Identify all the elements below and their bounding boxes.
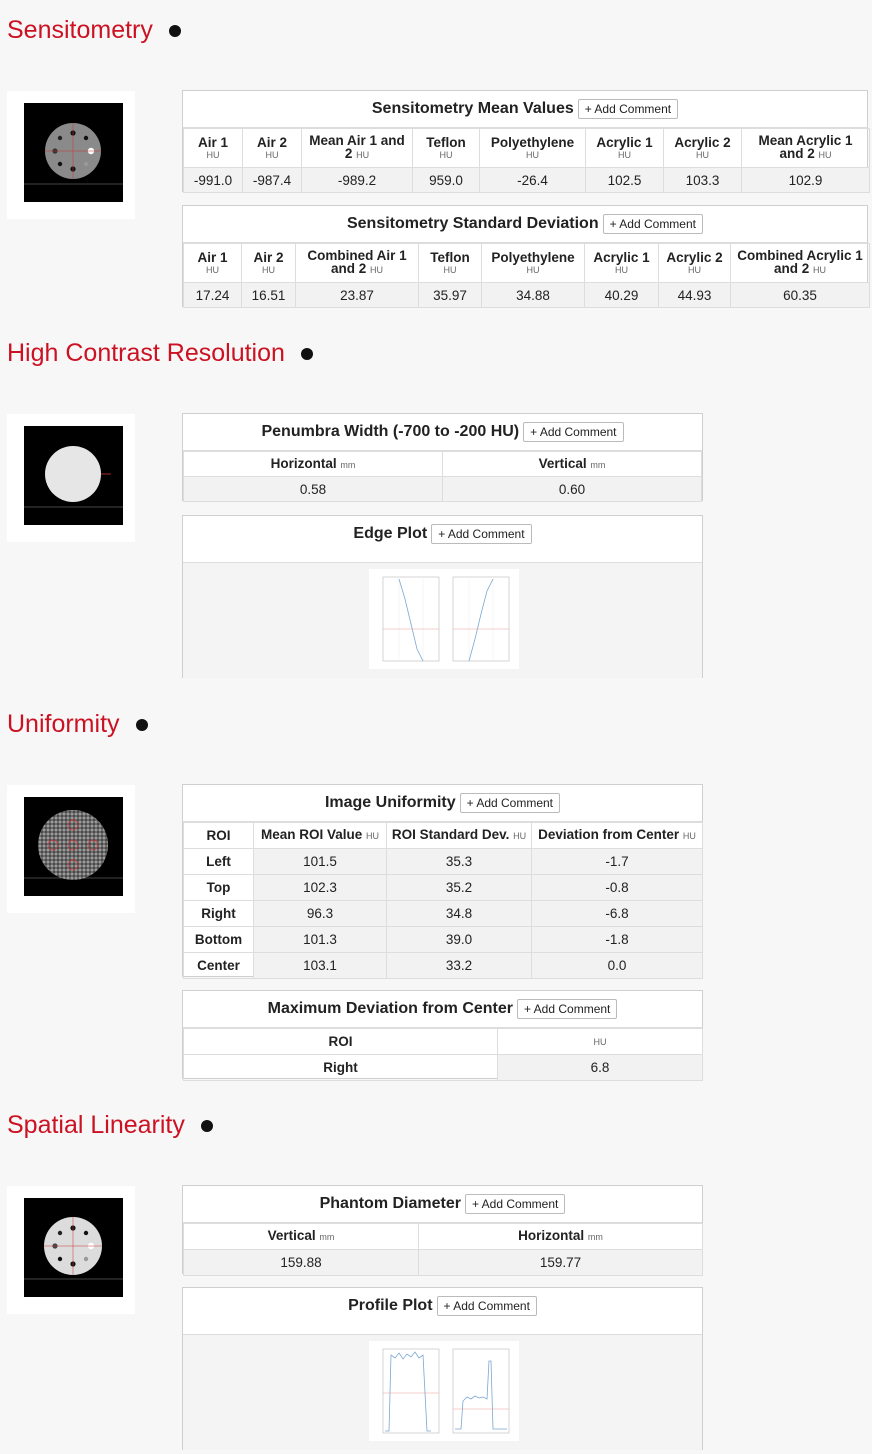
col-header: Polyethylene HU [480,129,586,168]
bullet-dot [201,1120,213,1132]
phantom-diameter-table [183,1223,703,1276]
add-comment-button[interactable]: + Add Comment [460,793,560,813]
row-header: Right [184,901,254,927]
section-heading-high-contrast: High Contrast Resolution [7,339,313,368]
panel-title: Image Uniformity + Add Comment [183,785,702,822]
table-row [184,953,703,979]
phantom-image-spatial [7,1186,135,1314]
table-cell: -1.7 [532,849,703,875]
table-cell: -1.8 [532,927,703,953]
table-cell: -0.8 [532,875,703,901]
table-cell: 23.87 [296,283,419,308]
table-row [184,901,703,927]
col-header: Air 1 HU [184,129,243,168]
bullet-dot [301,348,313,360]
table-cell: 34.8 [387,901,532,927]
add-comment-button[interactable]: + Add Comment [578,99,678,119]
add-comment-button[interactable]: + Add Comment [431,524,531,544]
table-cell: 101.3 [254,927,387,953]
table-cell: 159.88 [184,1250,419,1276]
spatial-thumbnail[interactable] [7,1186,135,1314]
table-cell: 103.3 [664,168,742,193]
add-comment-button[interactable]: + Add Comment [465,1194,565,1214]
sensitometry-thumbnail[interactable] [7,91,135,219]
panel-title: Phantom Diameter + Add Comment [183,1186,702,1223]
col-header: Air 2 HU [242,244,296,283]
table-row [184,875,703,901]
table-cell: 0.60 [443,477,702,502]
table-cell: 39.0 [387,927,532,953]
col-header: Vertical mm [184,1224,419,1250]
edge-plot-area [183,562,702,678]
table-cell: 103.1 [254,953,387,979]
section-heading-spatial-linearity: Spatial Linearity [7,1111,213,1140]
profile-plot-area [183,1334,702,1450]
col-header: Teflon HU [419,244,482,283]
col-header: HU [498,1029,703,1055]
panel-title: Profile Plot + Add Comment [183,1288,702,1324]
col-header: ROI [184,1029,498,1055]
table-cell: 102.3 [254,875,387,901]
panel-title: Maximum Deviation from Center + Add Comment [183,991,702,1028]
panel-title: Sensitometry Mean Values + Add Comment [183,91,867,128]
max-deviation-table [183,1028,703,1081]
table-cell: -991.0 [184,168,243,193]
add-comment-button[interactable]: + Add Comment [437,1296,537,1316]
penumbra-panel [182,413,703,501]
row-header: Center [184,953,254,979]
table-row [184,1055,703,1081]
table-row [184,927,703,953]
table-cell: -6.8 [532,901,703,927]
table-cell: 44.93 [659,283,731,308]
col-header: Horizontal mm [184,452,443,477]
row-header: Right [184,1055,498,1081]
table-cell: 0.58 [184,477,443,502]
row-header: Bottom [184,927,254,953]
table-cell: 102.9 [742,168,870,193]
panel-title: Edge Plot + Add Comment [183,516,702,552]
row-header: Top [184,875,254,901]
phantom-diameter-panel [182,1185,703,1274]
table-cell: 60.35 [731,283,870,308]
col-header: Air 1 HU [184,244,242,283]
edge-plot-panel [182,515,703,678]
table-cell: 17.24 [184,283,242,308]
profile-plot-panel [182,1287,703,1450]
table-cell: 101.5 [254,849,387,875]
phantom-image-high-contrast [7,414,135,542]
col-header: Mean Air 1 and 2 HU [302,129,413,168]
table-cell: 159.77 [419,1250,703,1276]
edge-plot-image [369,569,519,669]
table-cell: 6.8 [498,1055,703,1081]
table-cell: 959.0 [413,168,480,193]
col-header: Air 2 HU [243,129,302,168]
row-header: Left [184,849,254,875]
image-uniformity-panel [182,784,703,977]
image-uniformity-table [183,822,703,979]
panel-title: Penumbra Width (-700 to -200 HU) + Add Comment [183,414,702,451]
table-cell: 40.29 [585,283,659,308]
col-header: Acrylic 1 HU [585,244,659,283]
panel-title: Sensitometry Standard Deviation + Add Comment [183,206,867,243]
add-comment-button[interactable]: + Add Comment [517,999,617,1019]
table-cell: 35.97 [419,283,482,308]
col-header: Horizontal mm [419,1224,703,1250]
table-cell: 96.3 [254,901,387,927]
table-cell: -987.4 [243,168,302,193]
col-header: Acrylic 2 HU [659,244,731,283]
phantom-image-uniformity [7,785,135,913]
col-header: ROI [184,823,254,849]
sensitometry-mean-table [183,128,870,193]
col-header: Combined Air 1 and 2 HU [296,244,419,283]
table-cell: 35.2 [387,875,532,901]
table-cell: 102.5 [586,168,664,193]
bullet-dot [136,719,148,731]
phantom-image-sensitometry [7,91,135,219]
high-contrast-thumbnail[interactable] [7,414,135,542]
table-row [184,849,703,875]
uniformity-thumbnail[interactable] [7,785,135,913]
penumbra-table [183,451,702,502]
table-cell: -989.2 [302,168,413,193]
bullet-dot [169,25,181,37]
col-header: Polyethylene HU [482,244,585,283]
sensitometry-mean-panel [182,90,868,192]
max-deviation-panel [182,990,703,1079]
profile-plot-image [369,1341,519,1441]
add-comment-button[interactable]: + Add Comment [603,214,703,234]
col-header: Mean ROI Value HU [254,823,387,849]
table-cell: 34.88 [482,283,585,308]
col-header: Deviation from Center HU [532,823,703,849]
section-heading-uniformity: Uniformity [7,710,148,739]
col-header: ROI Standard Dev. HU [387,823,532,849]
table-cell: 0.0 [532,953,703,979]
col-header: Mean Acrylic 1 and 2 HU [742,129,870,168]
col-header: Teflon HU [413,129,480,168]
sensitometry-std-table [183,243,870,308]
col-header: Acrylic 1 HU [586,129,664,168]
col-header: Acrylic 2 HU [664,129,742,168]
table-cell: -26.4 [480,168,586,193]
col-header: Vertical mm [443,452,702,477]
sensitometry-std-panel [182,205,868,307]
table-cell: 16.51 [242,283,296,308]
table-cell: 35.3 [387,849,532,875]
section-heading-sensitometry: Sensitometry [7,16,181,45]
col-header: Combined Acrylic 1 and 2 HU [731,244,870,283]
table-cell: 33.2 [387,953,532,979]
add-comment-button[interactable]: + Add Comment [523,422,623,442]
